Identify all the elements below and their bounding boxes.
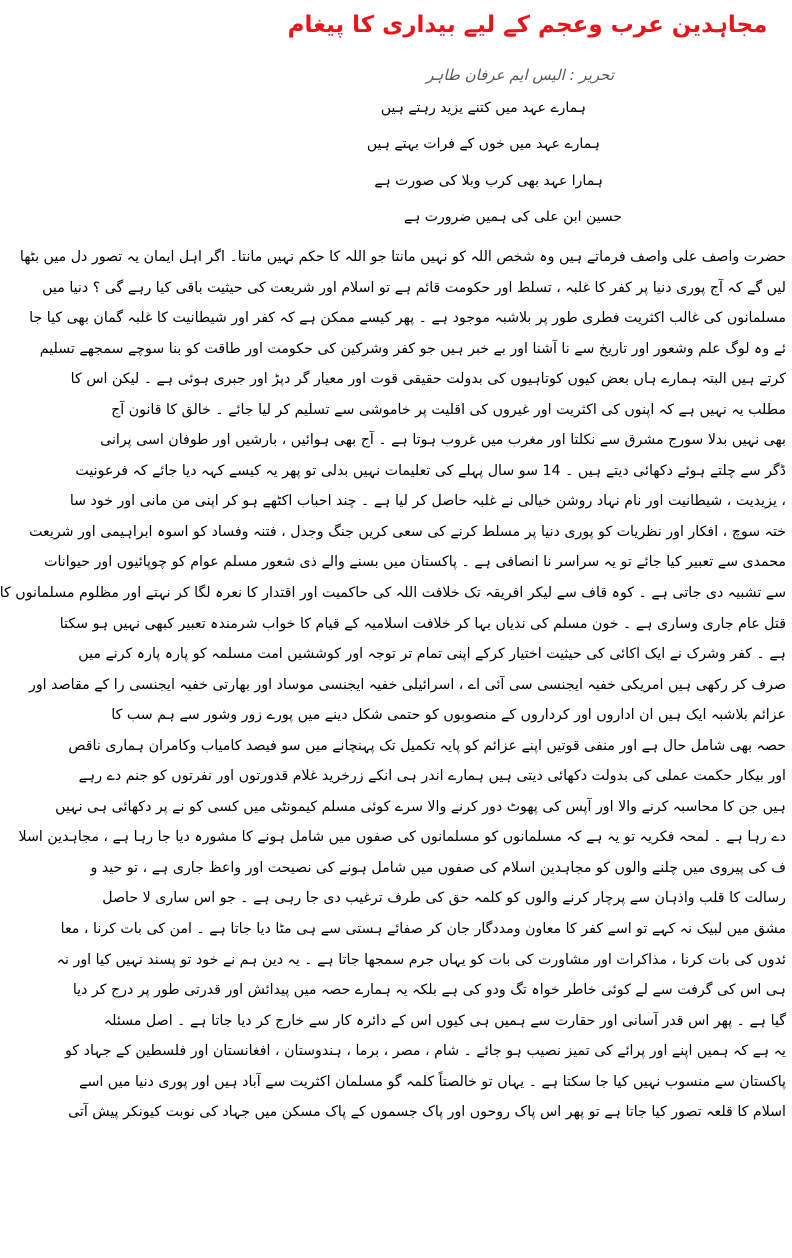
body-line: یہ ہے کہ ہمیں اپنے اور پرائے کی تمیز نصیب ہو جائے ۔ شام ، مصر ، برما ، ہندوستان ، افغانستان اور فلسطین کے جہاد کو [65, 1043, 786, 1060]
poem-verse: حسین ابن علی کی ہمیں ضرورت ہے [403, 209, 622, 225]
body-line: مشق میں لبیک نہ کہے تو اسے کفر کا معاون ومددگار جان کر صفائے ہستی سے ہی مٹا دیا جاتا ہے ۔ امن کی بات کرنا ، معا [60, 921, 786, 938]
body-line: صرف کر رکھی ہیں امریکی خفیہ ایجنسی سی آئی اے ، اسرائیلی خفیہ ایجنسی موساد اور بھارتی خفیہ ایجنسی را کے مقاصد اور [28, 676, 786, 693]
body-line: کرتے ہیں البتہ ہمارے ہاں بعض کیوں کوتاہیوں کی بدولت حقیقی قوت اور معیار گر دپڑ اور جبری ہوئی ہے ۔ لیکن اس کا [70, 371, 786, 388]
body-line: رسالت کا قلب واذہان سے پرچار کرنے والوں کو کلمہ حق کی طرف ترغیب دی جا رہی ہے ۔ جو اس ساری لا حاصل [102, 890, 786, 907]
body-line: قتل عام جاری وساری ہے ۔ خون مسلم کی ندیاں بہا کر خلافت اسلامیہ کے قیام کا خواب شرمندہ تعبیر کبھی نہیں ہو سکتا [59, 615, 786, 632]
body-line: سے تشبیہ دی جاتی ہے ۔ کوہ قاف سے لیکر افریقہ تک خلافت اللہ کی حاکمیت اور اقتدار کا نعرہ لگا کر نہتے اور مظلوم مسلمانوں کا [0, 585, 786, 602]
body-line: لیں گے کہ آج پوری دنیا پر کفر کا غلبہ ، تسلط اور حکومت قائم ہے تو اسلام اور شریعت کی حیثیت باقی کیا رہے گی ؟ دنیا میں [42, 279, 786, 296]
body-line: ، یزیدیت ، شیطانیت اور نام نہاد روشن خیالی نے غلبہ حاصل کر لیا ہے ۔ چند احباب اکٹھے ہو کر اپنی من مانی اور خود سا [69, 493, 786, 510]
body-line: ئدوں کی بات کرنا ، مذاکرات اور مشاورت کی بات کو یہاں جرم سمجھا جاتا ہے ۔ یہ دین ہم نے خود تو پسند نہیں کیا اور نہ [56, 951, 786, 968]
body-line: حضرت واصف علی واصف فرماتے ہیں وہ شخص اللہ کو نہیں مانتا جو اللہ کا حکم نہیں مانتا۔ اگر اہل ایمان یہ تصور دل میں بٹھا [19, 249, 786, 265]
body-line: ہی اس کی گرفت سے لے کوئی خاطر خواہ تگ ودو کی ہے بلکہ یہ ہمارے حصہ میں پیدائش اور قدرتی طور پر درج کر دیا [72, 982, 786, 999]
body-line: دے رہا ہے ۔ لمحہ فکریہ تو یہ ہے کہ مسلمانوں کو مسلمانوں کی صفوں میں شامل ہونے کا مشورہ دیا جا رہا ہے ، مجاہدین اسلا [18, 829, 786, 846]
article-body [0, 242, 786, 1128]
body-line: گیا ہے ۔ پھر اس قدر آسانی اور حقارت سے ہمیں ہی کیوں اس کے دائرہ کار سے خارج کر دیا جاتا ہے ۔ اصل مسئلہ [103, 1012, 786, 1029]
article-author: تحریر : الیس ایم عرفان طاہر [426, 66, 614, 84]
body-line: مسلمانوں کی غالب اکثریت فطری طور پر بلاشبہ موجود ہے ۔ پھر کیسے ممکن ہے کہ کفر اور شیطانیت کا غلبہ گمان بھی کیا جا [29, 310, 786, 327]
body-line: ئے وہ لوگ علم وشعور اور تاریخ سے نا آشنا اور بے خبر ہیں جو کفر وشرکین کی حکومت اور طاقت کو بنا سوچے سمجھے تسلیم [39, 340, 786, 357]
body-line: ختہ سوچ ، افکار اور نظریات کو پوری دنیا پر مسلط کرنے کی سعی کریں جنگ وجدل ، فتنہ وفساد کو اسوہ ابراہیمی اور شریعت [29, 523, 786, 540]
body-line: ہے ۔ کفر وشرک نے ایک اکائی کی حیثیت اختیار کرکے اپنی تمام تر توجہ اور کوششیں امت مسلمہ کو پارہ پارہ کرنے میں [78, 646, 786, 663]
body-line: پاکستان سے منسوب نہیں کیا جا سکتا ہے ۔ یہاں تو خالصتاً کلمہ گو مسلمان اکثریت سے آباد ہیں اور پوری دنیا میں اسے [79, 1073, 786, 1090]
body-line: عزائم بلاشبہ ایک ہیں ان اداروں اور کرداروں کے منصوبوں کو حتمی شکل دینے میں پورے زور وشور سے ہم سب کا [111, 707, 786, 724]
body-line: ف کی پیروی میں چلنے والوں کو مجاہدین اسلام کی صفوں میں شامل ہونے کی نصیحت اور واعظ جاری ہے ، تو حید و [90, 859, 786, 876]
body-line: محمدی سے تعبیر کیا جائے تو یہ سراسر نا انصافی ہے ۔ پاکستان میں بسنے والے ذی شعور مسلم عوام کو چوپائیوں اور حیوانات [44, 554, 786, 571]
poem-verse: ہمارے عہد میں خوں کے فرات بہتے ہیں [366, 136, 600, 152]
poem-verse: ہمارا عہد بھی کرب وبلا کی صورت ہے [374, 173, 603, 189]
body-line: بھی نہیں بدلا سورج مشرق سے نکلتا اور مغرب میں غروب ہوتا ہے ۔ آج بھی ہوائیں ، بارشیں اور طوفان اسی پرانی [100, 432, 786, 449]
body-line: ڈگر سے چلتے ہوئے دکھائی دیتے ہیں ۔ 14 سو سال پہلے کی تعلیمات نہیں بدلی تو پھر یہ کیسے کہہ دیا جائے کہ فرعونیت [75, 462, 786, 479]
body-line: مطلب یہ نہیں ہے کہ اپنوں کی اکثریت اور غیروں کی اقلیت پر خاموشی سے تسلیم کر لیا جائے ۔ خالق کا قانون آج [111, 401, 786, 418]
poem-verse: ہمارے عہد میں کتنے یزید رہتے ہیں [380, 100, 586, 116]
body-line: اور بیکار حکمت عملی کی بدولت دکھائی دیتی ہیں ہمارے اندر ہی انکے زرخرید غلام قدورتوں اور نفرتوں کو جنم دے رہے [78, 768, 786, 785]
article-title: مجاہدین عرب وعجم کے لیے بیداری کا پیغام [287, 12, 768, 38]
body-line: حصہ بھی شامل حال ہے اور منفی قوتیں اپنے عزائم کو پایہ تکمیل تک پہنچانے میں سو فیصد کامیاب وکامران ہماری ناقص [68, 737, 786, 754]
body-line: اسلام کا قلعہ تصور کیا جاتا ہے تو پھر اس پاک روحوں اور پاک جسموں کے پاک مسکن میں جہاد کی نوبت کیونکر پیش آتی [68, 1104, 786, 1121]
body-line: ہیں جن کا محاسبہ کرنے والا اور آپس کی پھوٹ دور کرنے والا سرے کوئی مسلم کیمونٹی میں کسی کو نے پر دکھائی ہی نہیں [55, 798, 786, 815]
